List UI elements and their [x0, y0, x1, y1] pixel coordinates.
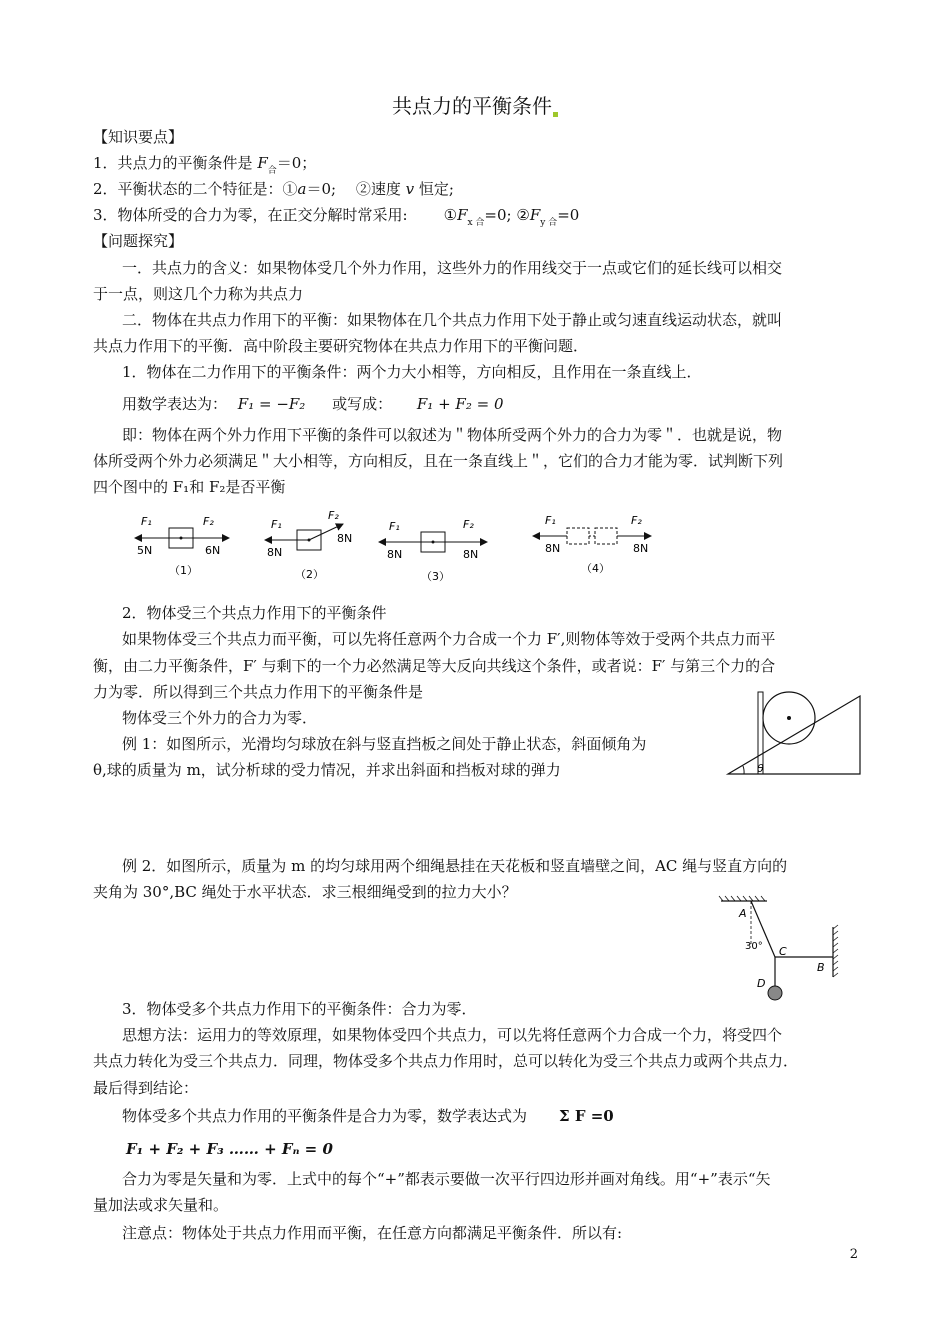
figure-4-caption: （4）	[581, 562, 610, 575]
figure-3-v1: 8N	[387, 548, 403, 561]
figure-3-f1-label: F₁	[389, 520, 400, 533]
paragraph-explanation: 即：物体在两个外力作用下平衡的条件可以叙述为＂物体所受两个外力的合力为零＂．也就是说，物	[122, 426, 783, 444]
figure-3-f2-label: F₂	[463, 518, 474, 531]
paragraph-method: 思想方法：运用力的等效原理，如果物体受四个共点力，可以先将任意两个力合成一个力，将受四个	[122, 1026, 783, 1044]
knowledge-item-1: 1．共点力的平衡条件是 $F_合=0$；	[93, 154, 317, 176]
knowledge-item-2: 2．平衡状态的二个特征是：①a＝0; ②速度 v 恒定;	[93, 180, 454, 198]
figure-4-f1-label: F₁	[545, 514, 556, 527]
page-title: 共点力的平衡条件	[0, 90, 950, 119]
figure-4-v2: 8N	[633, 542, 649, 555]
figure-3-caption: （3）	[421, 570, 450, 583]
section-heading-knowledge: 【知识要点】	[93, 128, 184, 146]
figure-4	[533, 514, 651, 575]
figure-2-v2: 8N	[337, 532, 353, 545]
knowledge-item-3: 3．物体所受的合力为零，在正交分解时常采用: $①F_{x 合}=0$; $②F_{y 合}=0$	[93, 206, 580, 228]
paragraph-method-cont2: 最后得到结论：	[93, 1079, 199, 1097]
paragraph-note: 注意点：物体处于共点力作用而平衡，在任意方向都满足平衡条件．所以有:	[122, 1224, 623, 1242]
figure-2-f2-label: F₂	[328, 509, 339, 522]
paragraph-three-force-desc: 如果物体受三个共点力而平衡，可以先将任意两个力合成一个力 F′,则物体等效于受两个共点力而平	[122, 630, 776, 648]
figure-4-v1: 8N	[545, 542, 561, 555]
example-2-figure	[715, 895, 865, 1005]
equation-1: F₁ = −F₂	[237, 395, 306, 413]
paragraph-three-force-conclusion: 物体受三个外力的合力为零．	[122, 709, 318, 727]
figure-2-caption: （2）	[295, 568, 324, 581]
section-heading-explore: 【问题探究】	[93, 232, 184, 250]
paragraph-concurrent-forces: 一．共点力的含义：如果物体受几个外力作用，这些外力的作用线交于一点或它们的延长线可以相交	[122, 259, 783, 277]
figure-1-f1-label: F₁	[141, 515, 152, 528]
example-1-text-cont: θ,球的质量为 m，试分析球的受力情况，并求出斜面和挡板对球的弹力	[93, 761, 561, 779]
paragraph-three-force: 2．物体受三个共点力作用下的平衡条件	[122, 604, 387, 622]
example-1-figure	[720, 680, 870, 780]
figure-1-caption: （1）	[169, 564, 198, 577]
paragraph-method-cont: 共点力转化为受三个共点力．同理，物体受多个共点力作用时，总可以转化为受三个共点力或两个共点力．	[93, 1052, 799, 1070]
example-2-label-c: C	[779, 945, 787, 958]
page-number: 2	[849, 1247, 858, 1262]
example-1-theta: θ	[757, 762, 764, 775]
paragraph-equilibrium: 二．物体在共点力作用下的平衡：如果物体在几个共点力作用下处于静止或匀速直线运动状态，就叫	[122, 311, 783, 329]
paragraph-vector-sum-cont: 量加法或求矢量和。	[93, 1196, 229, 1214]
figure-2-v1: 8N	[267, 546, 283, 559]
example-2-label-a: A	[739, 907, 747, 920]
decoration-dot	[553, 112, 558, 117]
paragraph-multi-force: 3．物体受多个共点力作用下的平衡条件：合力为零．	[122, 1000, 477, 1018]
example-2-angle: 30°	[745, 941, 763, 952]
math-expression-line: 用数学表达为： F₁ = −F₂ 或写成： F₁ + F₂ = 0	[122, 395, 504, 413]
figure-1-f2-label: F₂	[203, 515, 214, 528]
paragraph-explanation-cont: 体所受两个外力必须满足＂大小相等，方向相反，且在一条直线上＂，它们的合力才能为零．试判断下列	[93, 452, 784, 470]
example-2-text-cont: 夹角为 30°,BC 绳处于水平状态．求三根细绳受到的拉力大小？	[93, 883, 517, 901]
force-figures	[125, 508, 685, 588]
figure-3	[379, 518, 487, 583]
paragraph-vector-sum: 合力为零是矢量和为零．上式中的每个“+”都表示要做一次平行四边形并画对角线。用“+”表示“矢	[122, 1170, 771, 1188]
figure-2-f1-label: F₁	[271, 518, 282, 531]
paragraph-multi-conclusion: 物体受多个共点力作用的平衡条件是合力为零，数学表达式为 Σ F =0	[122, 1107, 614, 1125]
sum-equation: Σ F =0	[559, 1107, 614, 1125]
figure-3-v2: 8N	[463, 548, 479, 561]
figure-4-f2-label: F₂	[631, 514, 642, 527]
figure-1	[135, 515, 229, 577]
vector-sum-equation: F₁ + F₂ + F₃ …… + Fₙ = 0	[126, 1140, 333, 1158]
figure-1-v2: 6N	[205, 544, 221, 557]
figure-1-v1: 5N	[137, 544, 153, 557]
paragraph-explanation-cont2: 四个图中的 F₁和 F₂是否平衡	[93, 478, 286, 496]
example-2-label-d: D	[757, 977, 766, 990]
paragraph-equilibrium-cont: 共点力作用下的平衡．高中阶段主要研究物体在共点力作用下的平衡问题．	[93, 337, 589, 355]
paragraph-three-force-desc-cont2: 力为零．所以得到三个共点力作用下的平衡条件是	[93, 683, 424, 701]
example-2-text: 例 2．如图所示，质量为 m 的均匀球用两个细绳悬挂在天花板和竖直墙壁之间，AC 绳与竖直方向的	[122, 857, 788, 875]
example-2-label-b: B	[817, 961, 825, 974]
paragraph-concurrent-forces-cont: 于一点，则这几个力称为共点力	[93, 285, 304, 303]
figure-2	[265, 509, 352, 581]
paragraph-three-force-desc-cont: 衡，由二力平衡条件，F′ 与剩下的一个力必然满足等大反向共线这个条件，或者说：F′ 与第三个力的合	[93, 657, 776, 675]
equation-2: F₁ + F₂ = 0	[416, 395, 504, 413]
paragraph-two-force: 1．物体在二力作用下的平衡条件：两个力大小相等，方向相反，且作用在一条直线上．	[122, 363, 702, 381]
example-1-text: 例 1：如图所示，光滑均匀球放在斜与竖直挡板之间处于静止状态，斜面倾角为	[122, 735, 647, 753]
